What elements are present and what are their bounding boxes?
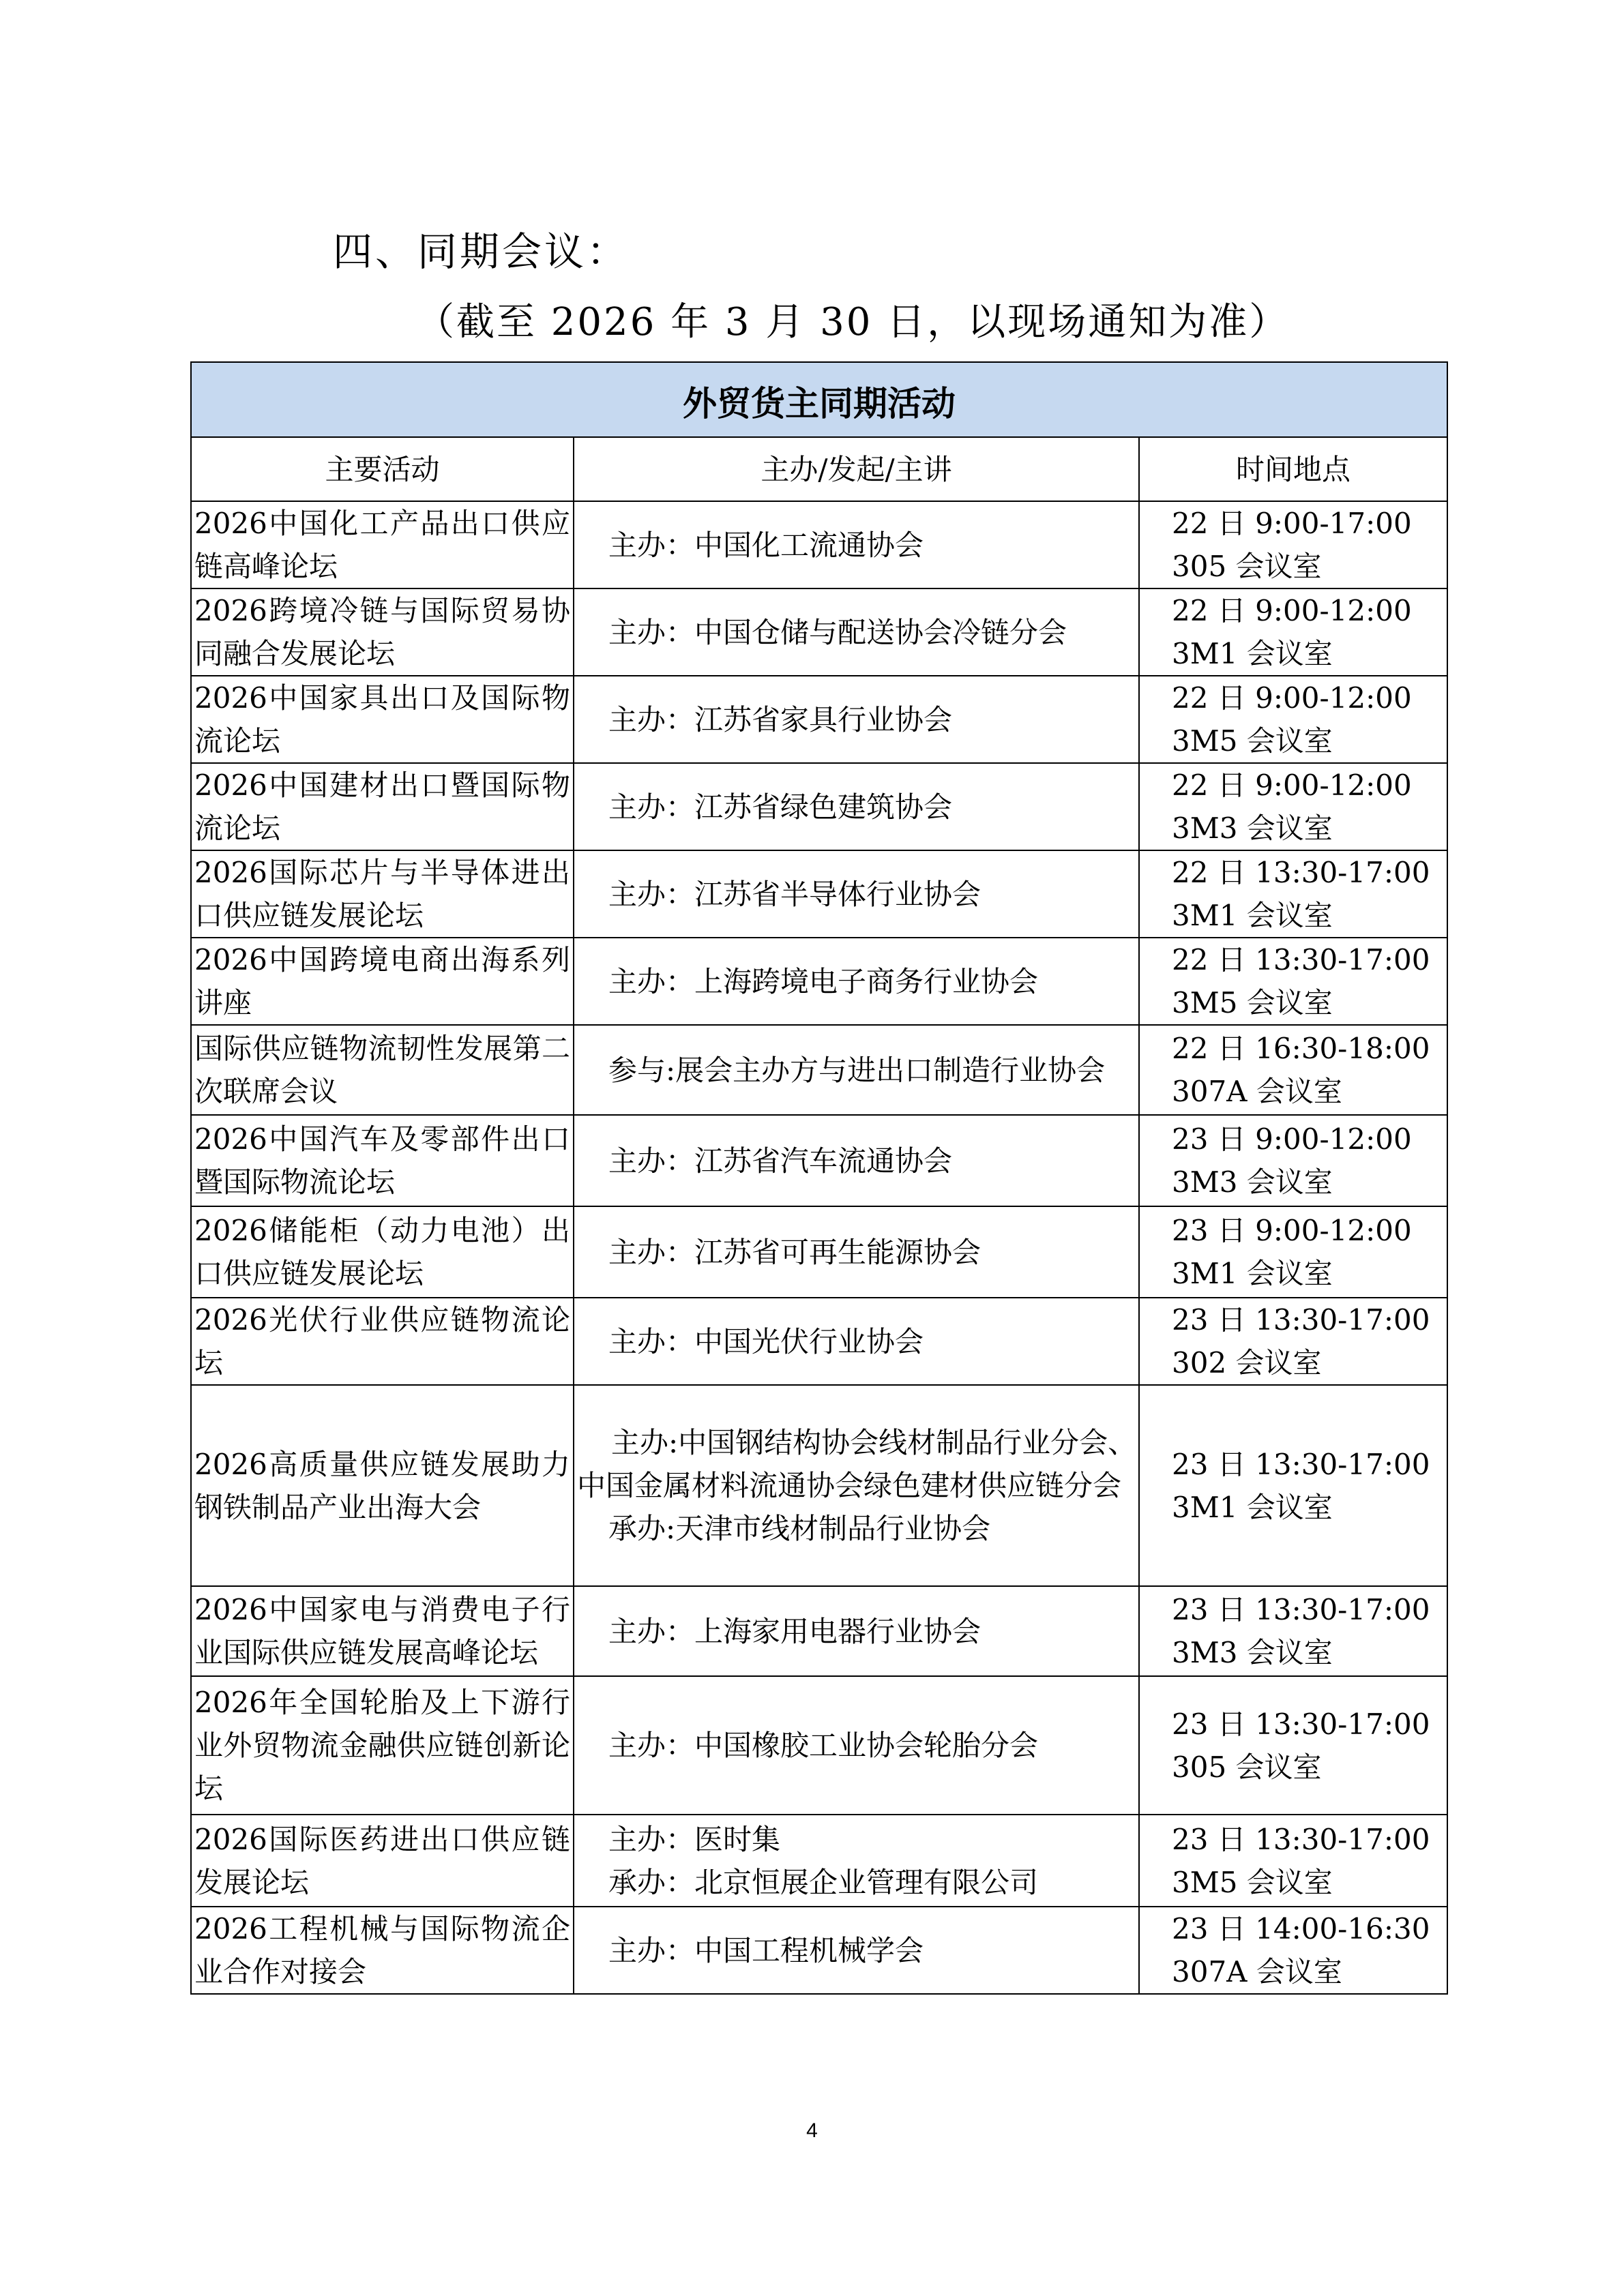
organizer-line: 承办：北京恒展企业管理有限公司 bbox=[608, 1865, 1039, 1899]
event-time: 22 日 13:30-17:00 bbox=[1172, 856, 1430, 889]
table-row bbox=[191, 938, 1447, 1025]
organizer-line: 主办：江苏省可再生能源协会 bbox=[608, 1235, 981, 1269]
table-row bbox=[191, 1815, 1447, 1907]
column-header-time-place: 时间地点 bbox=[1139, 437, 1447, 501]
event-room: 3M3 会议室 bbox=[1172, 1165, 1333, 1199]
activity-cell: 2026工程机械与国际物流企业合作对接会 bbox=[191, 1907, 574, 1994]
activity-cell: 2026中国化工产品出口供应链高峰论坛 bbox=[191, 501, 574, 588]
section-heading: 四、同期会议： bbox=[333, 228, 630, 275]
table-row bbox=[191, 1676, 1447, 1815]
organizer-line: 主办：中国仓储与配送协会冷链分会 bbox=[608, 615, 1067, 649]
table-row bbox=[191, 1206, 1447, 1298]
table-row bbox=[191, 1115, 1447, 1206]
event-time: 23 日 13:30-17:00 bbox=[1172, 1303, 1430, 1337]
event-time: 22 日 9:00-12:00 bbox=[1172, 769, 1412, 802]
section-subheading: （截至 2026 年 3 月 30 日，以现场通知为准） bbox=[416, 300, 1290, 344]
organizer-cell bbox=[574, 1115, 1139, 1206]
event-room: 3M5 会议室 bbox=[1172, 986, 1333, 1019]
time-place-cell bbox=[1139, 763, 1447, 850]
organizer-cell bbox=[574, 1676, 1139, 1815]
time-place-cell bbox=[1139, 588, 1447, 676]
activity-cell: 2026中国家具出口及国际物流论坛 bbox=[191, 676, 574, 763]
activity-cell: 2026国际芯片与半导体进出口供应链发展论坛 bbox=[191, 850, 574, 938]
organizer-line: 主办：医时集 bbox=[608, 1822, 781, 1856]
organizer-line: 主办：中国橡胶工业协会轮胎分会 bbox=[608, 1729, 1039, 1762]
time-place-cell bbox=[1139, 938, 1447, 1025]
time-place-cell bbox=[1139, 850, 1447, 938]
organizer-cell bbox=[574, 1385, 1139, 1586]
organizer-line: 参与:展会主办方与进出口制造行业协会 bbox=[608, 1053, 1106, 1087]
organizer-line: 主办：江苏省半导体行业协会 bbox=[608, 877, 981, 911]
time-place-cell bbox=[1139, 1907, 1447, 1994]
event-room: 307A 会议室 bbox=[1172, 1075, 1342, 1108]
activity-cell: 2026中国汽车及零部件出口暨国际物流论坛 bbox=[191, 1115, 574, 1206]
event-room: 3M3 会议室 bbox=[1172, 811, 1333, 845]
organizer-line: 主办：中国光伏行业协会 bbox=[608, 1324, 924, 1358]
event-time: 23 日 13:30-17:00 bbox=[1172, 1707, 1430, 1741]
page-number: 4 bbox=[806, 2119, 818, 2142]
organizer-line: 主办：江苏省绿色建筑协会 bbox=[608, 790, 953, 824]
time-place-cell bbox=[1139, 676, 1447, 763]
event-room: 3M5 会议室 bbox=[1172, 724, 1333, 758]
event-time: 23 日 14:00-16:30 bbox=[1172, 1912, 1430, 1945]
event-time: 22 日 9:00-12:00 bbox=[1172, 681, 1412, 715]
organizer-cell bbox=[574, 501, 1139, 588]
organizer-cell bbox=[574, 938, 1139, 1025]
organizer-line: 承办:天津市线材制品行业协会 bbox=[608, 1512, 991, 1545]
activity-cell: 2026高质量供应链发展助力钢铁制品产业出海大会 bbox=[191, 1385, 574, 1586]
table-row bbox=[191, 1298, 1447, 1385]
organizer-line: 主办：中国工程机械学会 bbox=[608, 1933, 924, 1967]
table-body bbox=[191, 501, 1447, 1994]
time-place-cell bbox=[1139, 1385, 1447, 1586]
organizer-cell bbox=[574, 850, 1139, 938]
event-room: 3M1 会议室 bbox=[1172, 637, 1333, 670]
table-row bbox=[191, 1385, 1447, 1586]
table-row bbox=[191, 1907, 1447, 1994]
time-place-cell bbox=[1139, 1586, 1447, 1676]
column-header-activity: 主要活动 bbox=[191, 437, 574, 501]
organizer-cell bbox=[574, 1907, 1139, 1994]
activity-cell: 2026跨境冷链与国际贸易协同融合发展论坛 bbox=[191, 588, 574, 676]
activity-cell: 2026光伏行业供应链物流论坛 bbox=[191, 1298, 574, 1385]
event-time: 23 日 13:30-17:00 bbox=[1172, 1447, 1430, 1481]
event-room: 3M5 会议室 bbox=[1172, 1865, 1333, 1899]
event-room: 305 会议室 bbox=[1172, 1750, 1322, 1784]
organizer-line: 主办：中国化工流通协会 bbox=[608, 528, 924, 562]
organizer-line: 主办：江苏省汽车流通协会 bbox=[608, 1144, 953, 1178]
activity-cell: 2026国际医药进出口供应链发展论坛 bbox=[191, 1815, 574, 1907]
event-room: 302 会议室 bbox=[1172, 1346, 1322, 1380]
table-row bbox=[191, 763, 1447, 850]
event-room: 3M1 会议室 bbox=[1172, 1490, 1333, 1524]
organizer-line: 主办：江苏省家具行业协会 bbox=[608, 702, 953, 736]
organizer-line: 主办:中国钢结构协会线材制品行业分会、中国金属材料流通协会绿色建材供应链分会 bbox=[577, 1426, 1137, 1502]
activity-cell: 2026中国跨境电商出海系列讲座 bbox=[191, 938, 574, 1025]
table-row bbox=[191, 501, 1447, 588]
events-table bbox=[190, 361, 1448, 1995]
time-place-cell bbox=[1139, 1815, 1447, 1907]
event-time: 23 日 9:00-12:00 bbox=[1172, 1122, 1412, 1156]
event-room: 3M3 会议室 bbox=[1172, 1636, 1333, 1669]
organizer-line: 主办：上海跨境电子商务行业协会 bbox=[608, 964, 1039, 998]
time-place-cell bbox=[1139, 1206, 1447, 1298]
time-place-cell bbox=[1139, 1298, 1447, 1385]
column-header-organizer: 主办/发起/主讲 bbox=[574, 437, 1139, 501]
organizer-cell bbox=[574, 1815, 1139, 1907]
event-time: 22 日 9:00-12:00 bbox=[1172, 594, 1412, 627]
time-place-cell bbox=[1139, 501, 1447, 588]
organizer-cell bbox=[574, 763, 1139, 850]
organizer-cell bbox=[574, 588, 1139, 676]
event-room: 305 会议室 bbox=[1172, 550, 1322, 583]
activity-cell: 2026储能柜（动力电池）出口供应链发展论坛 bbox=[191, 1206, 574, 1298]
event-time: 22 日 9:00-17:00 bbox=[1172, 507, 1412, 540]
activity-cell: 2026中国建材出口暨国际物流论坛 bbox=[191, 763, 574, 850]
organizer-line: 主办：上海家用电器行业协会 bbox=[608, 1614, 981, 1648]
event-room: 307A 会议室 bbox=[1172, 1955, 1342, 1988]
event-time: 22 日 16:30-18:00 bbox=[1172, 1032, 1430, 1065]
time-place-cell bbox=[1139, 1025, 1447, 1115]
event-room: 3M1 会议室 bbox=[1172, 1257, 1333, 1290]
activity-cell: 2026年全国轮胎及上下游行业外贸物流金融供应链创新论坛 bbox=[191, 1676, 574, 1815]
table-row bbox=[191, 588, 1447, 676]
event-room: 3M1 会议室 bbox=[1172, 899, 1333, 932]
event-time: 23 日 9:00-12:00 bbox=[1172, 1214, 1412, 1247]
activity-cell: 2026中国家电与消费电子行业国际供应链发展高峰论坛 bbox=[191, 1586, 574, 1676]
organizer-cell bbox=[574, 1025, 1139, 1115]
organizer-cell bbox=[574, 1206, 1139, 1298]
table-row bbox=[191, 676, 1447, 763]
organizer-cell bbox=[574, 676, 1139, 763]
table-row bbox=[191, 850, 1447, 938]
event-time: 22 日 13:30-17:00 bbox=[1172, 943, 1430, 976]
time-place-cell bbox=[1139, 1115, 1447, 1206]
organizer-cell bbox=[574, 1586, 1139, 1676]
organizer-cell bbox=[574, 1298, 1139, 1385]
table-row bbox=[191, 1586, 1447, 1676]
activity-cell: 国际供应链物流韧性发展第二次联席会议 bbox=[191, 1025, 574, 1115]
table-title: 外贸货主同期活动 bbox=[191, 362, 1447, 437]
time-place-cell bbox=[1139, 1676, 1447, 1815]
table-row bbox=[191, 1025, 1447, 1115]
event-time: 23 日 13:30-17:00 bbox=[1172, 1822, 1430, 1856]
event-time: 23 日 13:30-17:00 bbox=[1172, 1593, 1430, 1626]
